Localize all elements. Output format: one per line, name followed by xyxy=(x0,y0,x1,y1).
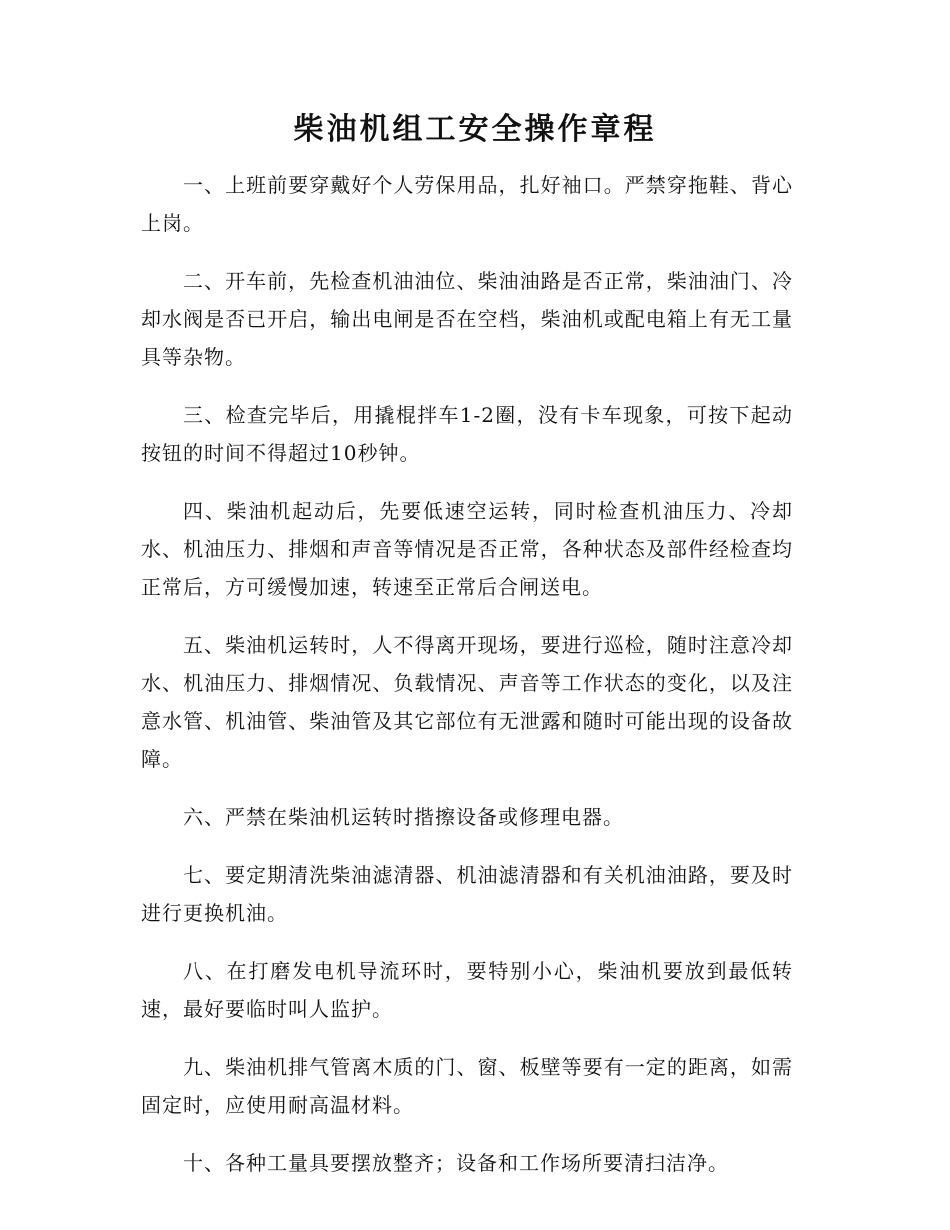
paragraph-4: 四、柴油机起动后，先要低速空运转，同时检查机油压力、冷却水、机油压力、排烟和声音等情况是否正常，各种状态及部件经检查均正常后，方可缓慢加速，转速至正常后合闸送电。 xyxy=(141,499,793,599)
paragraph-5: 五、柴油机运转时，人不得离开现场，要进行巡检，随时注意冷却水、机油压力、排烟情况、负载情况、声音等工作状态的变化，以及注意水管、机油管、柴油管及其它部位有无泄露和随时可能出现的设备故障。 xyxy=(141,633,793,771)
paragraph-10: 十、各种工量具要摆放整齐；设备和工作场所要清扫洁净。 xyxy=(183,1151,729,1175)
paragraph-2: 二、开车前，先检查机油油位、柴油油路是否正常，柴油油门、冷却水阀是否已开启，输出电闸是否在空档，柴油机或配电箱上有无工量具等杂物。 xyxy=(141,269,793,369)
paragraph-9: 九、柴油机排气管离木质的门、窗、板壁等要有一定的距离，如需固定时，应使用耐高温材料。 xyxy=(141,1055,793,1117)
document-title: 柴油机组工安全操作章程 xyxy=(293,112,657,147)
paragraph-1: 一、上班前要穿戴好个人劳保用品，扎好袖口。严禁穿拖鞋、背心上岗。 xyxy=(141,173,793,235)
paragraph-6: 六、严禁在柴油机运转时揩擦设备或修理电器。 xyxy=(183,805,624,829)
paragraph-8: 八、在打磨发电机导流环时，要特别小心，柴油机要放到最低转速，最好要临时叫人监护。 xyxy=(141,959,793,1021)
document-body xyxy=(141,166,793,1202)
paragraph-3: 三、检查完毕后，用撬棍拌车1-2圈，没有卡车现象，可按下起动按钮的时间不得超过10秒钟。 xyxy=(141,403,793,465)
paragraph-7: 七、要定期清洗柴油滤清器、机油滤清器和有关机油油路，要及时进行更换机油。 xyxy=(141,863,793,925)
